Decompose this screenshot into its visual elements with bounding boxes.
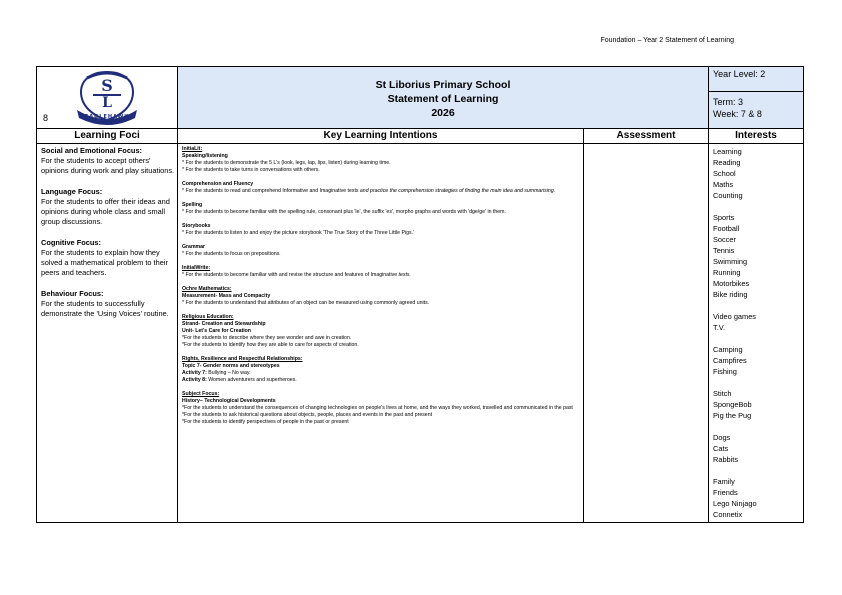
intention-item (182, 377, 580, 384)
intention-item (182, 188, 580, 195)
interest-item: Counting (713, 191, 743, 200)
interest-item: Tennis (713, 246, 735, 255)
column-divider (177, 129, 178, 522)
intention-item (182, 272, 580, 279)
svg-text:L: L (102, 95, 112, 111)
interest-item: Learning (713, 147, 742, 156)
foci-heading: Behaviour Focus: (41, 289, 104, 298)
intention-text-italic: and practice the comprehension strategies of finding the main idea and summarising. (359, 188, 556, 194)
subheading: History– Technological Developments (182, 398, 276, 404)
activity-label: Activity 7: (182, 370, 207, 376)
interest-item: Dogs (713, 433, 731, 442)
interest-item: Connetix (713, 510, 743, 519)
section-heading: Religious Education: (182, 314, 234, 320)
document-header: Foundation – Year 2 Statement of Learning (600, 37, 734, 44)
intention-item: *For the students to describe where they see wonder and awe in creation. (182, 335, 352, 341)
subject-focus-block (182, 391, 580, 426)
religious-education-block (182, 314, 580, 349)
interest-item: Sports (713, 213, 735, 222)
intention-item: *For the students to ask historical questions about objects, people, places and events in the past and present (182, 412, 433, 418)
subheading: Comprehension and Fluency (182, 181, 254, 187)
subheading: Storybooks (182, 223, 211, 229)
section-heading: Ochre Mathematics: (182, 286, 232, 292)
learning-intentions (182, 146, 580, 433)
interest-item: T.V. (713, 323, 726, 332)
document-year: 2026 (431, 107, 455, 119)
section-heading: Rights, Resilience and Respectful Relationships: (182, 356, 303, 362)
section-heading: InitiaLit: (182, 146, 203, 152)
svg-text:EAGLEHAWK: EAGLEHAWK (84, 114, 130, 120)
intention-text-italic: texts. (398, 272, 411, 278)
grammar-block (182, 244, 580, 258)
interest-item: Rabbits (713, 455, 739, 464)
speaking-block (182, 153, 580, 174)
foci-text: For the students to accept others' opinions during work and play situations. (41, 156, 175, 175)
subheading: Measurement- Mass and Compacity (182, 293, 271, 299)
interest-item: Camping (713, 345, 743, 354)
column-headers (37, 129, 803, 144)
column-header-foci: Learning Foci (74, 130, 140, 141)
subheading: Grammar (182, 244, 206, 250)
subheading: Speaking/listening (182, 153, 228, 159)
interest-group (713, 432, 801, 465)
interest-item: Campfires (713, 356, 747, 365)
subheading: Spelling (182, 202, 203, 208)
statement-table (36, 66, 804, 523)
interest-item: Maths (713, 180, 734, 189)
interest-group (713, 476, 801, 520)
intention-item: *For the students to identify perspectives of people in the past or present (182, 419, 349, 425)
week: Week: 7 & 8 (713, 109, 762, 119)
interest-item: Motorbikes (713, 279, 750, 288)
interest-item: SpongeBob (713, 400, 752, 409)
interest-item: Friends (713, 488, 738, 497)
interest-group (713, 311, 801, 333)
interest-item: Family (713, 477, 735, 486)
subheading: Strand- Creation and Stewardship (182, 321, 266, 327)
spelling-block (182, 202, 580, 216)
interest-group (713, 212, 801, 300)
subheading: Topic 7- Gender norms and stereotypes (182, 363, 280, 369)
interest-item: Bike riding (713, 290, 748, 299)
intention-item: *For the students to identify how they are able to care for aspects of creation. (182, 342, 359, 348)
interest-item: School (713, 169, 736, 178)
logo-number: 8 (43, 113, 49, 123)
foci-text: For the students to explain how they solved a mathematical problem to their peers and teachers. (41, 248, 168, 277)
maths-block (182, 286, 580, 307)
comprehension-block (182, 181, 580, 195)
foci-heading: Cognitive Focus: (41, 238, 101, 247)
year-level: Year Level: 2 (709, 67, 803, 92)
interest-item: Pig the Pug (713, 411, 752, 420)
intention-text: * For the students to become familiar with and revise the structure and features of Imaginative (182, 272, 399, 278)
interest-item: Cats (713, 444, 729, 453)
school-name: St Liborius Primary School (375, 79, 511, 91)
interest-item: Reading (713, 158, 741, 167)
intention-item: * For the students to understand that attributes of an object can be measured using commonly agreed units. (182, 300, 430, 306)
interest-item: Running (713, 268, 741, 277)
interest-item: Football (713, 224, 740, 233)
writing-block (182, 265, 580, 279)
subheading: Unit- Let's Care for Creation (182, 328, 251, 334)
school-crest-logo (73, 70, 141, 126)
title-row (37, 67, 803, 129)
intention-item: * For the students to take turns in conversations with others. (182, 167, 320, 173)
interest-item: Video games (713, 312, 757, 321)
meta-cell (709, 67, 803, 128)
activity-text: Bullying – No way. (206, 370, 251, 376)
intention-text: * For the students to read and comprehend Informative and Imaginative texts (182, 188, 360, 194)
column-divider (583, 129, 584, 522)
intention-item: * For the students to listen to and enjoy the picture storybook 'The True Story of the Three Little Pigs.' (182, 230, 414, 236)
rrrr-block (182, 356, 580, 384)
interest-item: Swimming (713, 257, 748, 266)
intention-item: * For the students to become familiar with the spelling rule, consonant plus 'le', the suffix 'es', morpho graphs and words with 'dge/ge' in them. (182, 209, 506, 215)
interest-item: Fishing (713, 367, 737, 376)
foci-text: For the students to offer their ideas and opinions during whole class and small group discussions. (41, 197, 170, 226)
interest-item: Soccer (713, 235, 737, 244)
intention-item: * For the students to focus on prepositions. (182, 251, 281, 257)
intention-item (182, 370, 580, 377)
title-cell (178, 67, 709, 128)
interest-item: Stitch (713, 389, 732, 398)
column-header-intentions: Key Learning Intentions (323, 130, 438, 141)
term: Term: 3 (713, 97, 744, 107)
column-header-assessment: Assessment (616, 130, 676, 141)
activity-label: Activity 8: (182, 377, 207, 383)
interest-item: Lego Ninjago (713, 499, 757, 508)
intention-item: *For the students to understand the consequences of changing technologies on people's lives at home, and the ways they worked, travelled and communicated in the past (182, 405, 573, 411)
column-header-interests: Interests (735, 130, 777, 141)
foci-text: For the students to successfully demonstrate the 'Using Voices' routine. (41, 299, 169, 318)
logo-cell (37, 67, 178, 128)
storybooks-block (182, 223, 580, 237)
column-divider (708, 129, 709, 522)
interest-group (713, 146, 801, 201)
document-title: Statement of Learning (387, 93, 499, 105)
foci-heading: Social and Emotional Focus: (41, 146, 143, 155)
learning-foci-list (41, 146, 175, 330)
interests-list (713, 146, 801, 531)
section-heading: Subject Focus: (182, 391, 220, 397)
activity-text: Women adventurers and superheroes. (206, 377, 297, 383)
foci-heading: Language Focus: (41, 187, 103, 196)
interest-group (713, 388, 801, 421)
interest-group (713, 344, 801, 377)
section-heading: InitialWrite: (182, 265, 211, 271)
intention-item: * For the students to demonstrate the 5 L's (look, legs, lap, lips, listen) during learning time. (182, 160, 391, 166)
svg-text:S: S (101, 76, 113, 95)
